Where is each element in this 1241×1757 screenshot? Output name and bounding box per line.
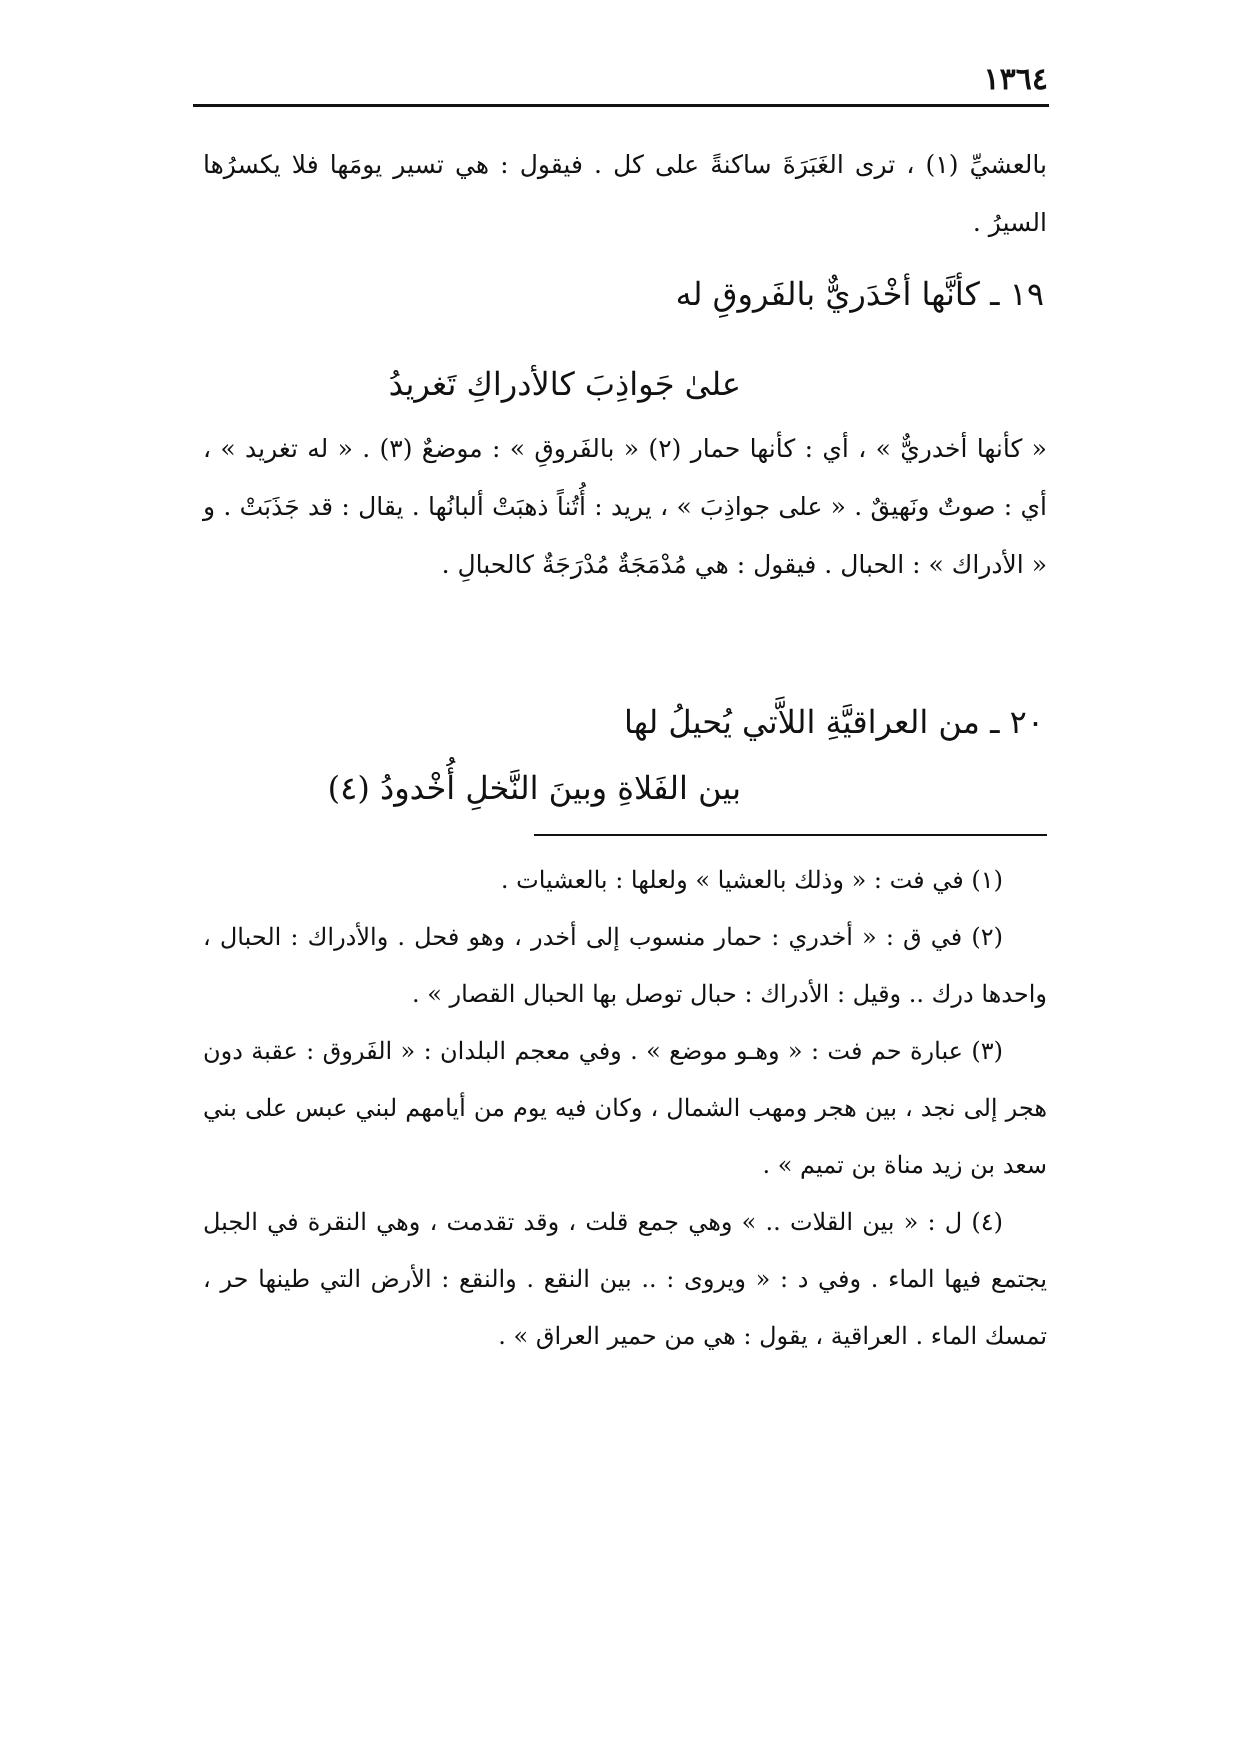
- verse-20-second-hemistich: بين الفَلاةِ وبينَ النَّخلِ أُخْدودُ (٤): [327, 769, 741, 807]
- commentary-text-1: بالعشيِّ (١) ، ترى الغَبَرَةَ ساكنةً على كل . فيقول : هي تسير يومَها فلا يكسرُها السيرُ .: [203, 150, 1047, 237]
- footnotes: [203, 852, 1047, 1365]
- verse-19-first-hemistich: ١٩ ـ كأنَّها أخْدَريٌّ بالفَروقِ له: [675, 275, 1044, 313]
- footnote-rule: [534, 834, 1047, 836]
- commentary-paragraph-1: [203, 136, 1047, 252]
- commentary-paragraph-2: [203, 420, 1047, 594]
- footnote-1: (١) في فت : « وذلك بالعشيا » ولعلها : بالعشيات .: [500, 866, 1003, 894]
- commentary-text-2: « كأنها أخدريٌّ » ، أي : كأنها حمار (٢) « بالفَروقِ » : موضعٌ (٣) . « له تغريد » ، أي : صوتٌ ونَهيقٌ . « على جواذِبَ » ، يريد : أُتُناً ذهبَتْ ألبانُها . يقال : قد جَذَبَتْ . و « الأدراك » : الحبال . فيقول : هي مُدْمَجَةٌ مُدْرَجَةٌ كالحبالِ .: [203, 434, 1047, 579]
- footnote-4: (٤) ل : « بين القلات .. » وهي جمع قلت ، وقد تقدمت ، وهي النقرة في الجبل يجتمع فيها الماء . وفي د : « ويروى : .. بين النقع . والنقع : الأرض التي طينها حر ، تمسك الماء . العراقية ، يقول : هي من حمير العراق » .: [203, 1208, 1047, 1350]
- footnote-3: (٣) عبارة حم فت : « وهـو موضع » . وفي معجم البلدان : « الفَروق : عقبة دون هجر إلى نجد ، بين هجر ومهب الشمال ، وكان فيه يوم من أيامهم لبني عبس على بني سعد بن زيد مناة بن تميم » .: [203, 1037, 1047, 1179]
- page-number: ١٣٦٤: [983, 62, 1048, 97]
- verse-19-second-hemistich: علىٰ جَواذِبَ كالأدراكِ تَغريدُ: [388, 365, 741, 403]
- footnote-2: (٢) في ق : « أخدري : حمار منسوب إلى أخدر ، وهو فحل . والأدراك : الحبال ، واحدها درك .. وقيل : الأدراك : حبال توصل بها الحبال القصار » .: [203, 923, 1047, 1008]
- verse-20-first-hemistich: ٢٠ ـ من العراقيَّةِ اللاَّتي يُحيلُ لها: [623, 703, 1044, 741]
- header-rule: [193, 104, 1049, 107]
